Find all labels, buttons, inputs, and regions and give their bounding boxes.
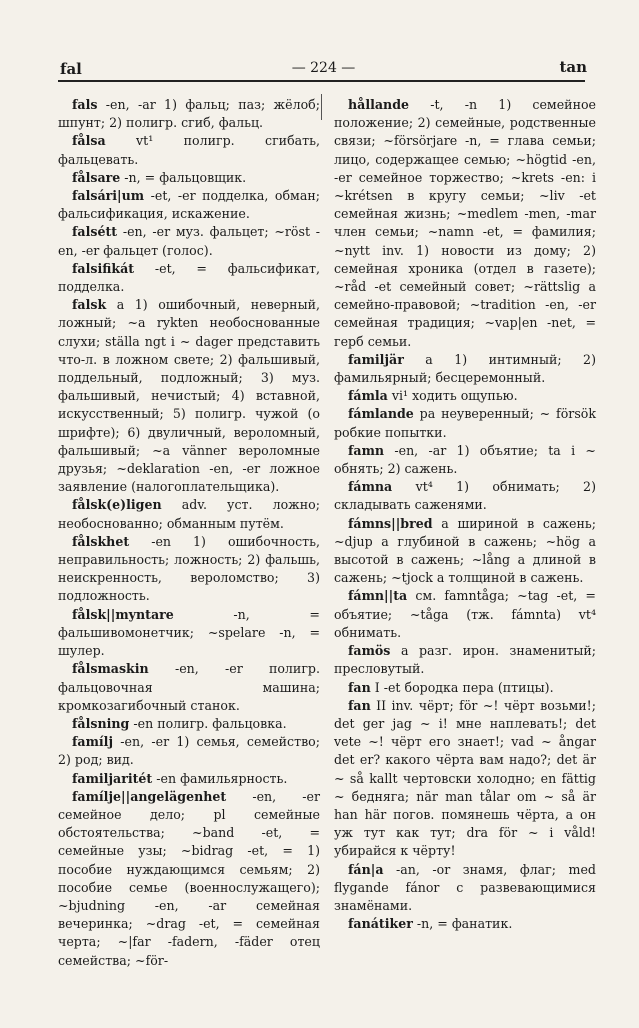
dictionary-entry bbox=[334, 351, 596, 387]
dictionary-entry bbox=[334, 642, 596, 678]
entry-headword: fámlande bbox=[348, 406, 414, 422]
entry-definition: -en полигр. фальцовка. bbox=[133, 715, 287, 731]
entry-definition: -et, = фальсификат, подделка. bbox=[58, 260, 320, 295]
dictionary-entry bbox=[334, 405, 596, 441]
column-divider bbox=[321, 94, 322, 120]
entry-headword: fámns||bred bbox=[348, 515, 433, 531]
entry-headword: fålskhet bbox=[72, 533, 130, 549]
entry-headword: fålsmaskin bbox=[72, 661, 149, 677]
dictionary-entry bbox=[58, 606, 320, 661]
entry-headword: fålsning bbox=[72, 715, 130, 731]
right-guide-word: tan bbox=[559, 58, 587, 76]
dictionary-entry bbox=[58, 187, 320, 223]
dictionary-entry bbox=[334, 679, 596, 697]
entry-definition: a разг. ирон. знаменитый; пресловутый. bbox=[334, 643, 596, 677]
left-guide-word: fal bbox=[60, 60, 82, 78]
dictionary-entry bbox=[58, 788, 320, 970]
dictionary-entry bbox=[58, 260, 320, 296]
entry-definition: II inv. чёрт; för ~! чёрт возьми!; det ger jag ~ i! мне наплевать!; det vete ~! чёрт его знает!; vad ~ ångar det er? какого чёрта вам надо?; det är ~ så kallt чертовски холодно; en fättig ~ бедняга; när man tålar om ~ så är han här погов. помянешь чёрта, а он уж тут как тут; dra för ~ i våld! убирайся к чёрту! bbox=[334, 697, 596, 859]
entry-headword: fámna bbox=[348, 479, 393, 495]
entry-headword: fals bbox=[72, 97, 98, 112]
entry-definition: vt⁴ 1) обнимать; 2) складывать саженями. bbox=[334, 479, 596, 513]
entry-headword: famn bbox=[348, 442, 385, 458]
entry-headword: familjaritét bbox=[72, 770, 153, 786]
dictionary-entry bbox=[58, 533, 320, 606]
entry-headword: fanátiker bbox=[348, 916, 413, 932]
right-column bbox=[334, 96, 596, 933]
entry-definition: a 1) ошибочный, неверный, ложный; ~a rykten необоснованные слухи; ställa ngt i ~ dager представить что-л. в ложном свете; 2) фальшивый, поддельный, подложный; 3) муз. фальшивый, нечистый; 4) вставной, искусственный; 5) полигр. чужой (о шрифте); 6) двуличный, вероломный, фальшивый; ~a vänner вероломные друзья; ~deklaration -en, -er ложное заявление (налогоплательщика). bbox=[58, 297, 320, 495]
entry-definition: -et, -er подделка, обман; фальсификация, искажение. bbox=[58, 188, 320, 222]
entry-headword: falsétt bbox=[72, 224, 118, 240]
dictionary-entry bbox=[58, 660, 320, 715]
entry-headword: falsifikát bbox=[72, 260, 135, 276]
entry-headword: famílj bbox=[72, 734, 114, 750]
entry-definition: -en, -ar 1) фальц; паз; жёлоб; шпунт; 2) полигр. сгиб, фальц. bbox=[58, 97, 320, 131]
dictionary-entry bbox=[58, 96, 320, 132]
entry-headword: famös bbox=[348, 643, 391, 659]
entry-headword: fålsare bbox=[72, 169, 121, 185]
entry-definition: -en, -er муз. фальцет; ~röst -en, -er фальцет (голос). bbox=[58, 224, 320, 258]
entry-definition: adv. уст. ложно; необоснованно; обманным путём. bbox=[58, 497, 320, 531]
dictionary-entry bbox=[334, 915, 596, 933]
left-column bbox=[58, 96, 320, 970]
dictionary-entry bbox=[58, 496, 320, 532]
dictionary-entry bbox=[58, 715, 320, 733]
entry-definition: -t, -n 1) семейное положение; 2) семейные, родственные связи; ~försörjare -n, = глава семьи; лицо, содержащее семью; ~högtid -en, -er семейное торжество; ~krets -en: i ~krétsen в кругу семьи; ~liv -et семейная жизнь; ~medlem -men, -mar член семьи; ~namn -et, = фамилия; ~nytt inv. 1) новости из дому; 2) семейная хроника (отдел в газете); ~råd -et семейный совет; ~rättslig a семейно-правовой; ~tradition -en, -er семейная традиция; ~vap|en -net, = герб семьи. bbox=[334, 97, 596, 349]
entry-definition: -n, = фальцовщик. bbox=[124, 169, 247, 185]
dictionary-entry bbox=[334, 587, 596, 642]
entry-headword: fan bbox=[348, 697, 371, 713]
entry-headword: falsári|um bbox=[72, 188, 145, 204]
dictionary-entry bbox=[58, 296, 320, 496]
entry-definition: I -et бородка пера (птицы). bbox=[374, 679, 554, 695]
entry-headword: fålsa bbox=[72, 133, 106, 149]
entry-definition: -en, -er 1) семья, семейство; 2) род; вид. bbox=[58, 734, 320, 768]
entry-definition: -an, -or знамя, флаг; med flygande fánor с развевающимися знамёнами. bbox=[334, 861, 596, 913]
entry-headword: fålsk||myntare bbox=[72, 606, 174, 622]
dictionary-entry bbox=[334, 442, 596, 478]
entry-headword: fámla bbox=[348, 388, 388, 404]
entry-definition: a 1) интимный; 2) фамильярный; бесцеремонный. bbox=[334, 351, 596, 386]
entry-definition: -en 1) ошибочность, неправильность; ложность; 2) фальшь, неискренность, вероломство; 3) подложность. bbox=[58, 533, 320, 604]
entry-definition: -n, = фальшивомонетчик; ~spelare -n, = шулер. bbox=[58, 606, 320, 659]
dictionary-entry bbox=[334, 515, 596, 588]
dictionary-entry bbox=[334, 387, 596, 405]
entry-definition: pa неуверенный; ~ försök робкие попытки. bbox=[334, 406, 596, 440]
entry-definition: -n, = фанатик. bbox=[416, 916, 513, 932]
entry-headword: fámn||ta bbox=[348, 588, 408, 604]
page-header bbox=[60, 58, 587, 80]
dictionary-entry bbox=[334, 478, 596, 514]
entry-headword: fålsk(e)ligen bbox=[72, 497, 162, 513]
header-rule bbox=[58, 80, 585, 82]
entry-headword: hållande bbox=[348, 97, 410, 112]
entry-definition: -en фамильярность. bbox=[156, 770, 288, 786]
entry-definition: vi¹ ходить ощупью. bbox=[391, 388, 518, 404]
dictionary-entry bbox=[58, 169, 320, 187]
dictionary-entry bbox=[58, 223, 320, 259]
entry-definition: -en, -er семейное дело; pl семейные обстоятельства; ~band -et, = семейные узы; ~bidrag -et, = 1) пособие нуждающимся семьям; 2) пособие семье (военнослужащего); ~bjudning -en, -ar семейная вечеринка; ~drag -et, = семейная черта; ~|far -fadern, -fäder отец семейства; ~för- bbox=[58, 788, 320, 968]
dictionary-entry bbox=[334, 96, 596, 351]
entry-headword: falsk bbox=[72, 297, 107, 313]
entry-definition: см. famntåga; ~tag -et, = объятие; ~tåga (тж. fámnta) vt⁴ обнимать. bbox=[334, 588, 596, 640]
dictionary-entry bbox=[334, 697, 596, 861]
entry-headword: famílje||angelägenhet bbox=[72, 788, 227, 804]
entry-headword: fan bbox=[348, 679, 371, 695]
entry-definition: vt¹ полигр. сгибать, фальцевать. bbox=[58, 133, 320, 167]
dictionary-entry bbox=[58, 733, 320, 769]
dictionary-entry bbox=[334, 861, 596, 916]
entry-headword: familjär bbox=[348, 351, 404, 367]
entry-definition: -en, -ar 1) объятие; ta i ~ обнять; 2) сажень. bbox=[334, 442, 596, 477]
dictionary-entry bbox=[58, 770, 320, 788]
entry-definition: a шириной в сажень; ~djup a глубиной в сажень; ~hög a высотой в сажень; ~lång a длиной в сажень; ~tjock a толщиной в сажень. bbox=[334, 515, 596, 586]
dictionary-entry bbox=[58, 132, 320, 168]
entry-definition: -en, -er полигр. фальцовочная машина; кромкозагибочный станок. bbox=[58, 661, 320, 713]
page-number: — 224 — bbox=[291, 60, 356, 76]
entry-headword: fán|a bbox=[348, 861, 384, 877]
